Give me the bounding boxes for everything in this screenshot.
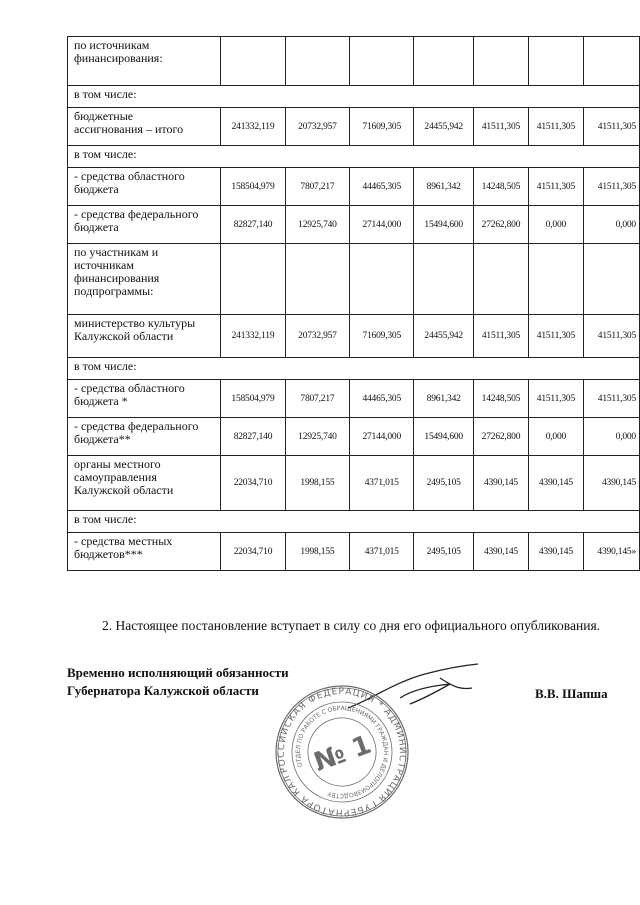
value-cell: 4390,145» [583,533,639,571]
value-cell: 41511,305 [474,108,529,146]
value-cell: 4390,145 [528,533,583,571]
value-cell: 0,000 [583,418,639,456]
section-row [68,146,640,168]
official-seal [272,682,412,822]
table-row [68,108,640,146]
value-cell [583,244,639,315]
row-label: - средства областного бюджета [68,168,221,206]
row-label: в том числе: [68,358,640,380]
value-cell: 41511,305 [583,380,639,418]
value-cell: 41511,305 [528,380,583,418]
value-cell: 27144,000 [350,206,414,244]
row-label: бюджетные ассигнования – итого [68,108,221,146]
value-cell: 0,000 [583,206,639,244]
table-row [68,380,640,418]
value-cell: 41511,305 [583,168,639,206]
value-cell [221,244,286,315]
table-row [68,206,640,244]
value-cell: 27262,800 [474,206,529,244]
row-label: в том числе: [68,511,640,533]
value-cell: 15494,600 [414,206,474,244]
value-cell [474,37,529,86]
signatory-position-line2: Губернатора Калужской области [67,683,259,698]
value-cell: 0,000 [528,206,583,244]
value-cell: 0,000 [528,418,583,456]
value-cell: 24455,942 [414,315,474,358]
row-label: - средства областного бюджета * [68,380,221,418]
value-cell: 44465,305 [350,168,414,206]
value-cell: 241332,119 [221,108,286,146]
table-row [68,37,640,86]
row-label: по источникам финансирования: [68,37,221,86]
value-cell [285,244,349,315]
row-label: - средства федерального бюджета** [68,418,221,456]
value-cell: 20732,957 [285,315,349,358]
value-cell: 1998,155 [285,533,349,571]
value-cell: 71609,305 [350,108,414,146]
value-cell: 8961,342 [414,380,474,418]
row-label: в том числе: [68,146,640,168]
value-cell: 22034,710 [221,456,286,511]
value-cell: 44465,305 [350,380,414,418]
value-cell [414,244,474,315]
value-cell: 4371,015 [350,533,414,571]
value-cell [285,37,349,86]
seal-inner-text: ОТДЕЛ ПО РАБОТЕ С ОБРАЩЕНИЯМИ ГРАЖДАН И ДЕЛОПРОИЗВОДСТВУ [294,704,390,800]
value-cell: 7807,217 [285,168,349,206]
value-cell: 1998,155 [285,456,349,511]
value-cell [350,37,414,86]
value-cell: 4390,145 [474,456,529,511]
value-cell: 2495,105 [414,533,474,571]
value-cell: 82827,140 [221,418,286,456]
value-cell [474,244,529,315]
value-cell: 4390,145 [583,456,639,511]
row-label: министерство культуры Калужской области [68,315,221,358]
signatory-position [67,664,289,700]
value-cell: 15494,600 [414,418,474,456]
value-cell: 158504,979 [221,168,286,206]
value-cell: 12925,740 [285,418,349,456]
value-cell: 27144,000 [350,418,414,456]
value-cell: 20732,957 [285,108,349,146]
value-cell: 7807,217 [285,380,349,418]
value-cell [583,37,639,86]
value-cell: 27262,800 [474,418,529,456]
table-row [68,533,640,571]
value-cell: 241332,119 [221,315,286,358]
value-cell: 41511,305 [583,315,639,358]
value-cell: 4371,015 [350,456,414,511]
section-row [68,86,640,108]
signatory-position-line1: Временно исполняющий обязанности [67,665,289,680]
row-label: - средства федерального бюджета [68,206,221,244]
value-cell: 14248,505 [474,168,529,206]
value-cell: 71609,305 [350,315,414,358]
value-cell [414,37,474,86]
value-cell: 24455,942 [414,108,474,146]
table-row [68,168,640,206]
row-label: в том числе: [68,86,640,108]
financing-table [67,36,640,571]
row-label: органы местного самоуправления Калужской области [68,456,221,511]
value-cell: 12925,740 [285,206,349,244]
row-label: по участникам и источникам финансирования подпрограммы: [68,244,221,315]
value-cell: 4390,145 [528,456,583,511]
value-cell: 22034,710 [221,533,286,571]
table-row [68,244,640,315]
value-cell [350,244,414,315]
value-cell: 41511,305 [528,315,583,358]
signatory-name: В.В. Шапша [535,686,608,701]
value-cell: 41511,305 [528,168,583,206]
seal-number: № 1 [310,729,376,778]
value-cell: 14248,505 [474,380,529,418]
value-cell: 4390,145 [474,533,529,571]
value-cell [528,244,583,315]
value-cell: 41511,305 [528,108,583,146]
value-cell [221,37,286,86]
row-label: - средства местных бюджетов*** [68,533,221,571]
value-cell: 41511,305 [474,315,529,358]
section-row [68,511,640,533]
value-cell [528,37,583,86]
table-row [68,315,640,358]
section-row [68,358,640,380]
value-cell: 82827,140 [221,206,286,244]
value-cell: 8961,342 [414,168,474,206]
seal-outer-text: РОССИЙСКАЯ ФЕДЕРАЦИЯ * АДМИНИСТРАЦИЯ ГУБЕРНАТОРА КАЛУЖСКОЙ [276,686,408,818]
effective-date-paragraph: 2. Настоящее постановление вступает в силу со дня его официального опубликования. [102,618,601,633]
table-row [68,456,640,511]
table-row [68,418,640,456]
value-cell: 2495,105 [414,456,474,511]
value-cell: 158504,979 [221,380,286,418]
value-cell: 41511,305 [583,108,639,146]
